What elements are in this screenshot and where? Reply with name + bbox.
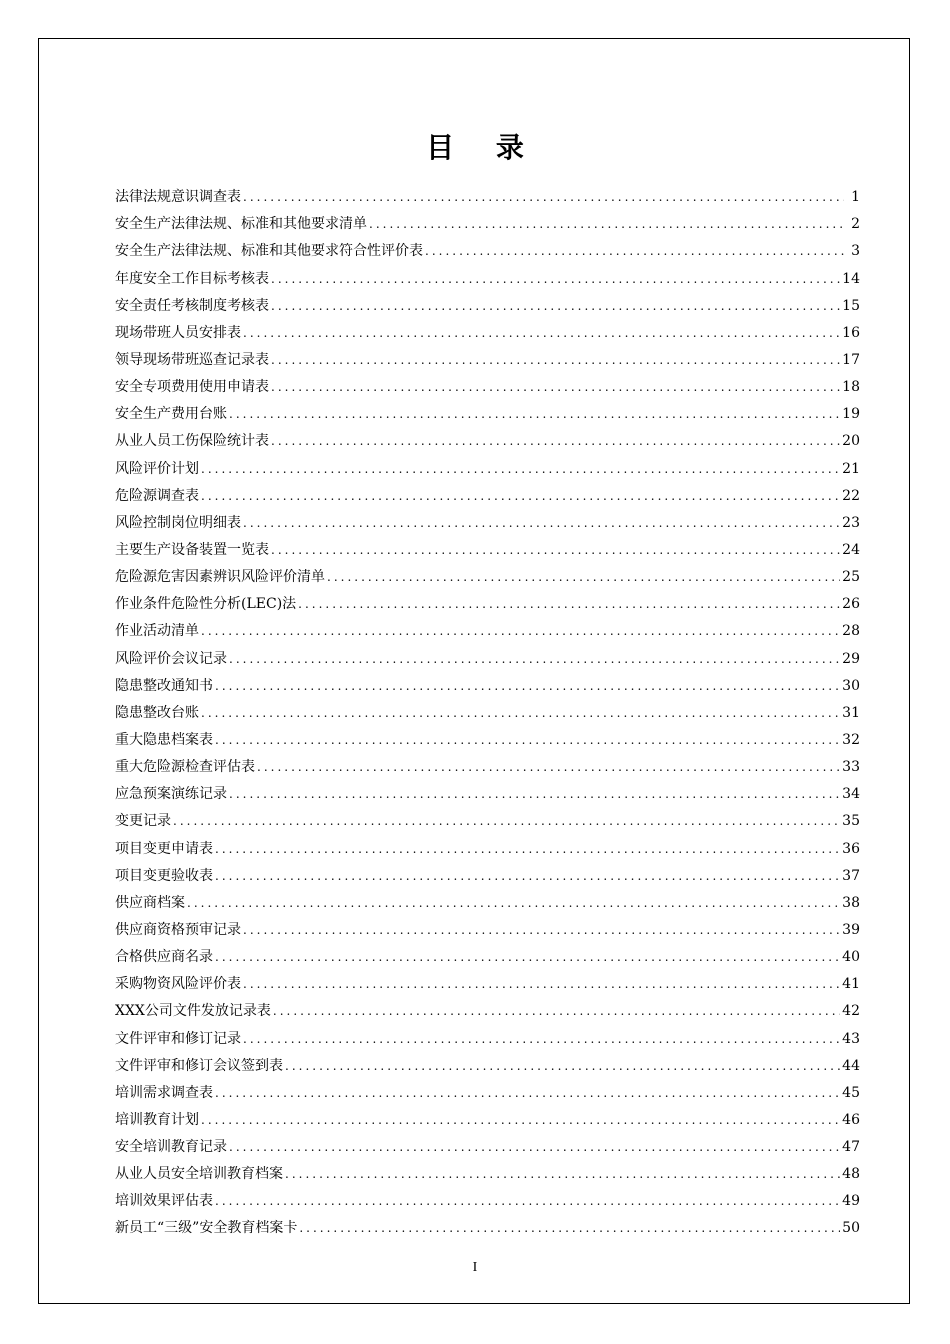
toc-entry[interactable]: [115, 293, 860, 320]
toc-page-number: 25: [842, 569, 860, 586]
toc-page-number: 43: [842, 1030, 860, 1047]
page-title: 目 录: [426, 131, 540, 164]
toc-dot-leader: [173, 808, 840, 835]
toc-entry-title: 供应商资格预审记录: [115, 921, 241, 938]
toc-entry-title: 变更记录: [115, 813, 171, 830]
toc-dot-leader: [243, 184, 844, 211]
toc-dot-leader: [215, 673, 840, 700]
toc-page-number: 26: [842, 596, 860, 613]
toc-page-number: 18: [842, 379, 860, 396]
toc-entry[interactable]: [115, 917, 860, 944]
toc-entry-title: 风险评价会议记录: [115, 650, 227, 667]
toc-entry-title: 项目变更申请表: [115, 840, 213, 857]
toc-dot-leader: [201, 456, 840, 483]
toc-entry-title: 现场带班人员安排表: [115, 324, 241, 341]
toc-page-number: 17: [842, 351, 860, 368]
toc-page-number: 15: [842, 297, 860, 314]
toc-entry-title: 领导现场带班巡查记录表: [115, 351, 269, 368]
toc-entry[interactable]: [115, 835, 860, 862]
toc-page-number: 39: [842, 921, 860, 938]
toc-entry-title: 重大危险源检查评估表: [115, 759, 255, 776]
toc-page-number: 21: [842, 460, 860, 477]
toc-entry[interactable]: [115, 265, 860, 292]
toc-entry-title: 年度安全工作目标考核表: [115, 270, 269, 287]
toc-entry[interactable]: [115, 483, 860, 510]
toc-page-number: 31: [842, 704, 860, 721]
toc-entry-title: 作业条件危险性分析(LEC)法: [115, 596, 297, 613]
toc-dot-leader: [229, 781, 840, 808]
toc-dot-leader: [369, 211, 844, 238]
toc-entry-title: 供应商档案: [115, 894, 185, 911]
toc-entry-title: 合格供应商名录: [115, 949, 213, 966]
toc-dot-leader: [215, 836, 840, 863]
toc-entry[interactable]: [115, 1215, 860, 1242]
toc-entry[interactable]: [115, 401, 860, 428]
toc-entry-title: 应急预案演练记录: [115, 786, 227, 803]
toc-page-number: 49: [842, 1193, 860, 1210]
toc-entry-title: 从业人员安全培训教育档案: [115, 1166, 283, 1183]
toc-entry[interactable]: [115, 618, 860, 645]
toc-page-number: 42: [842, 1003, 860, 1020]
toc-dot-leader: [201, 700, 840, 727]
toc-page-number: 16: [842, 324, 860, 341]
toc-entry-title: 隐患整改台账: [115, 704, 199, 721]
toc-dot-leader: [243, 320, 840, 347]
toc-entry[interactable]: [115, 1107, 860, 1134]
toc-dot-leader: [327, 564, 840, 591]
toc-entry[interactable]: [115, 455, 860, 482]
toc-entry[interactable]: [115, 890, 860, 917]
toc-entry[interactable]: [115, 184, 860, 211]
toc-entry[interactable]: [115, 591, 860, 618]
toc-dot-leader: [271, 537, 840, 564]
toc-entry-title: 作业活动清单: [115, 623, 199, 640]
toc-dot-leader: [425, 238, 844, 265]
toc-entry[interactable]: [115, 374, 860, 401]
toc-page-number: 1: [851, 189, 860, 206]
toc-entry-title: 安全责任考核制度考核表: [115, 297, 269, 314]
toc-entry[interactable]: [115, 727, 860, 754]
footer-page-number: I: [472, 1260, 478, 1275]
toc-entry-title: 安全培训教育记录: [115, 1139, 227, 1156]
toc-entry[interactable]: [115, 211, 860, 238]
toc-page-number: 23: [842, 514, 860, 531]
toc-page-number: 50: [842, 1220, 860, 1237]
toc-dot-leader: [243, 510, 840, 537]
toc-entry[interactable]: [115, 1080, 860, 1107]
toc-page-number: 48: [842, 1166, 860, 1183]
toc-entry[interactable]: [115, 673, 860, 700]
toc-entry[interactable]: [115, 944, 860, 971]
toc-entry[interactable]: [115, 998, 860, 1025]
toc-entry[interactable]: [115, 645, 860, 672]
toc-dot-leader: [187, 890, 840, 917]
toc-dot-leader: [273, 998, 840, 1025]
toc-dot-leader: [215, 727, 840, 754]
toc-dot-leader: [298, 591, 840, 618]
toc-dot-leader: [271, 428, 840, 455]
toc-dot-leader: [215, 1080, 840, 1107]
toc-entry[interactable]: [115, 564, 860, 591]
toc-entry-title: 安全生产费用台账: [115, 406, 227, 423]
toc-dot-leader: [229, 646, 840, 673]
toc-page-number: 32: [842, 731, 860, 748]
toc-page-number: 24: [842, 541, 860, 558]
toc-page-number: 20: [842, 433, 860, 450]
toc-dot-leader: [215, 1188, 840, 1215]
toc-page-number: 36: [842, 840, 860, 857]
toc-entry[interactable]: [115, 1053, 860, 1080]
toc-dot-leader: [229, 401, 840, 428]
toc-entry-title: 培训需求调查表: [115, 1084, 213, 1101]
toc-entry-title: 从业人员工伤保险统计表: [115, 433, 269, 450]
toc-entry-title: 风险评价计划: [115, 460, 199, 477]
toc-entry[interactable]: [115, 1188, 860, 1215]
toc-dot-leader: [201, 1107, 840, 1134]
toc-dot-leader: [201, 483, 840, 510]
toc-entry-title: 重大隐患档案表: [115, 731, 213, 748]
toc-entry[interactable]: [115, 754, 860, 781]
toc-entry-title: 安全专项费用使用申请表: [115, 379, 269, 396]
toc-entry-title: 文件评审和修订会议签到表: [115, 1057, 283, 1074]
toc-entry-title: 危险源危害因素辨识风险评价清单: [115, 569, 325, 586]
toc-dot-leader: [243, 1026, 840, 1053]
toc-dot-leader: [285, 1161, 840, 1188]
toc-dot-leader: [243, 971, 840, 998]
toc-dot-leader: [271, 266, 840, 293]
toc-entry[interactable]: [115, 700, 860, 727]
toc-entry-title: 法律法规意识调查表: [115, 189, 241, 206]
toc-dot-leader: [271, 374, 840, 401]
toc-entry[interactable]: [115, 1161, 860, 1188]
toc-dot-leader: [299, 1215, 840, 1242]
toc-entry-title: 项目变更验收表: [115, 867, 213, 884]
toc-entry[interactable]: [115, 510, 860, 537]
toc-page-number: 35: [842, 813, 860, 830]
toc-page-number: 19: [842, 406, 860, 423]
toc-page-number: 33: [842, 759, 860, 776]
toc-entry-title: 危险源调查表: [115, 487, 199, 504]
toc-entry-title: 主要生产设备装置一览表: [115, 541, 269, 558]
toc-page-number: 34: [842, 786, 860, 803]
toc-entry[interactable]: [115, 1025, 860, 1052]
table-of-contents: [115, 184, 860, 1242]
toc-page-number: 22: [842, 487, 860, 504]
toc-entry[interactable]: [115, 428, 860, 455]
toc-dot-leader: [271, 293, 840, 320]
toc-dot-leader: [257, 754, 840, 781]
toc-page-number: 46: [842, 1111, 860, 1128]
toc-entry[interactable]: [115, 320, 860, 347]
toc-dot-leader: [215, 944, 840, 971]
toc-page-number: 41: [842, 976, 860, 993]
toc-entry-title: 采购物资风险评价表: [115, 976, 241, 993]
toc-entry-title: 安全生产法律法规、标准和其他要求清单: [115, 216, 367, 233]
toc-entry[interactable]: [115, 1134, 860, 1161]
toc-entry[interactable]: [115, 537, 860, 564]
toc-entry-title: 安全生产法律法规、标准和其他要求符合性评价表: [115, 243, 423, 260]
toc-dot-leader: [285, 1053, 840, 1080]
toc-entry-title: 风险控制岗位明细表: [115, 514, 241, 531]
toc-page-number: 45: [842, 1084, 860, 1101]
toc-entry-title: 文件评审和修订记录: [115, 1030, 241, 1047]
toc-entry[interactable]: [115, 863, 860, 890]
toc-entry[interactable]: [115, 971, 860, 998]
toc-entry-title: XXX公司文件发放记录表: [115, 1003, 271, 1020]
toc-entry-title: 培训效果评估表: [115, 1193, 213, 1210]
toc-page-number: 38: [842, 894, 860, 911]
toc-entry-title: 新员工“三级”安全教育档案卡: [115, 1220, 298, 1237]
toc-page-number: 29: [842, 650, 860, 667]
toc-entry[interactable]: [115, 781, 860, 808]
toc-entry[interactable]: [115, 238, 860, 265]
toc-page-number: 40: [842, 949, 860, 966]
toc-dot-leader: [201, 618, 840, 645]
toc-entry-title: 培训教育计划: [115, 1111, 199, 1128]
toc-dot-leader: [243, 917, 840, 944]
toc-page-number: 37: [842, 867, 860, 884]
toc-entry[interactable]: [115, 347, 860, 374]
toc-dot-leader: [215, 863, 840, 890]
toc-page-number: 2: [851, 216, 860, 233]
toc-page-number: 30: [842, 677, 860, 694]
toc-page-number: 28: [842, 623, 860, 640]
toc-page-number: 3: [851, 243, 860, 260]
toc-page-number: 47: [842, 1139, 860, 1156]
toc-entry-title: 隐患整改通知书: [115, 677, 213, 694]
toc-dot-leader: [229, 1134, 840, 1161]
toc-page-number: 44: [842, 1057, 860, 1074]
toc-dot-leader: [271, 347, 840, 374]
toc-page-number: 14: [842, 270, 860, 287]
toc-entry[interactable]: [115, 808, 860, 835]
